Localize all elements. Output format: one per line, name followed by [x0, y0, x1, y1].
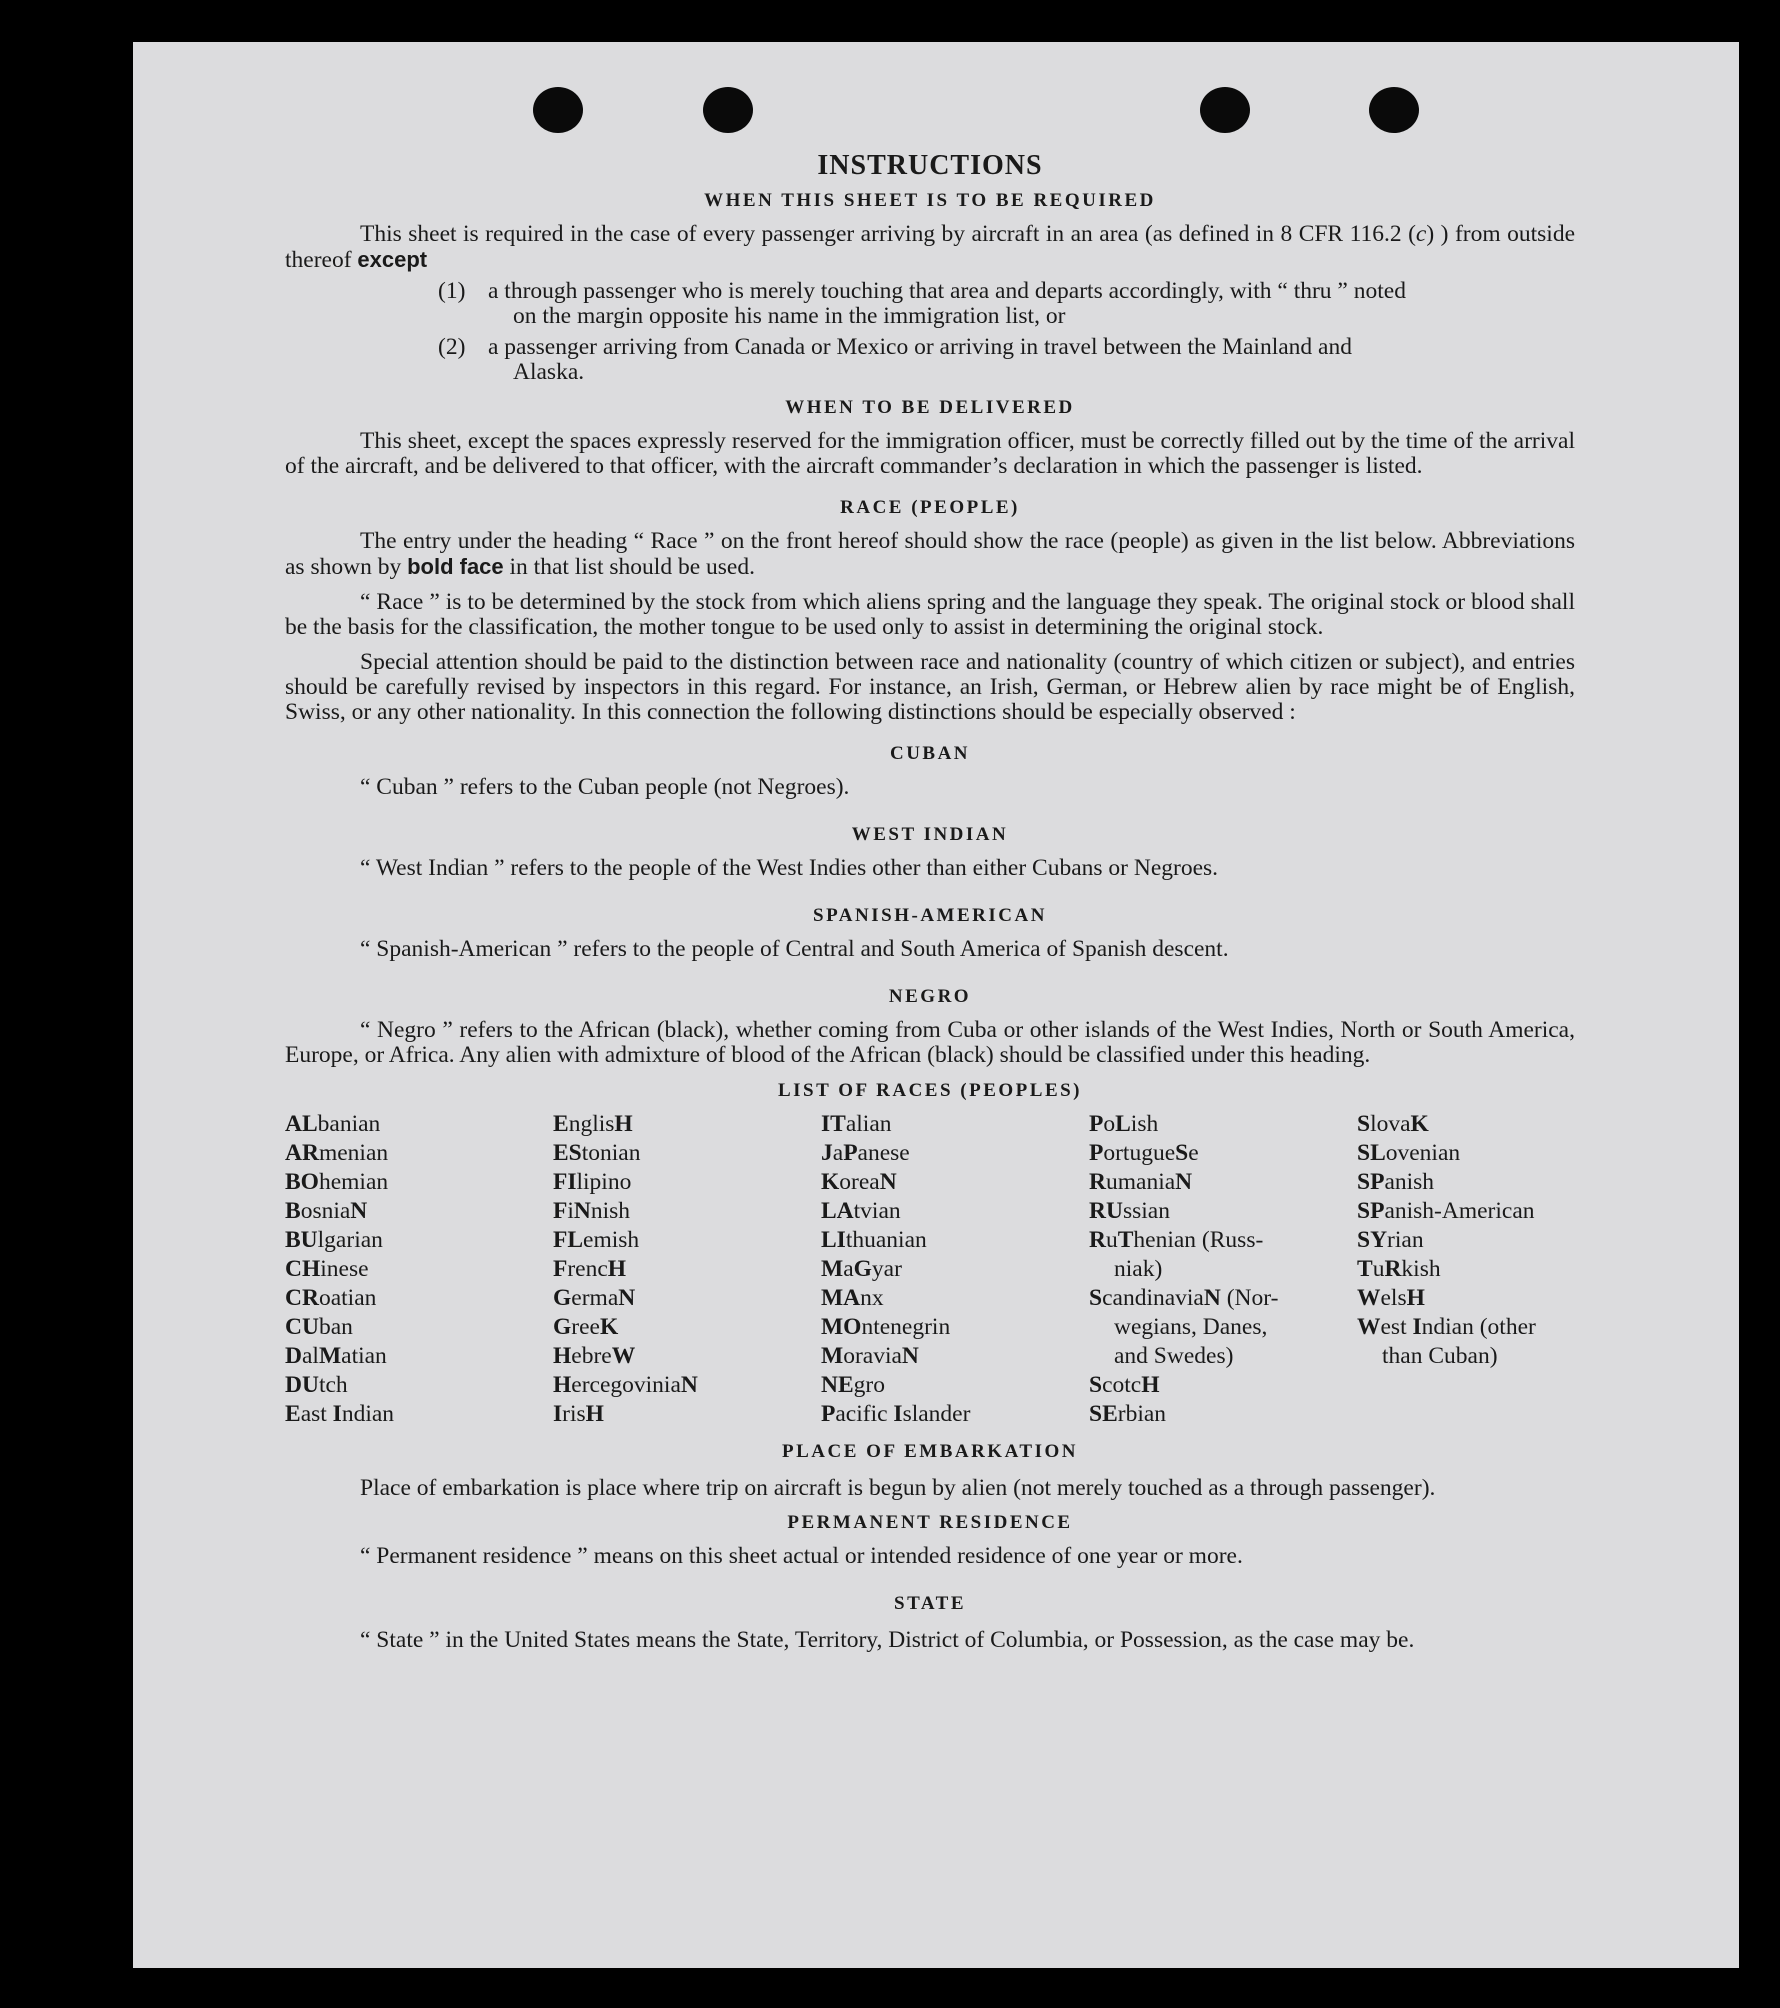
- race-entry: ScotcH: [1089, 1372, 1160, 1398]
- race-entry: CRoatian: [285, 1285, 377, 1311]
- punch-hole: [533, 87, 583, 133]
- paragraph-negro: “ Negro ” refers to the African (black), whether coming from Cuba or other islands of the West Indies, North or South America, Europe, or Africa. Any alien with admixture of blood of the African (black) should be classified under this heading.: [285, 1017, 1575, 1068]
- race-entry: CUban: [285, 1314, 353, 1340]
- race-entry: RuThenian (Russ-: [1089, 1227, 1264, 1253]
- heading-cuban: CUBAN: [889, 743, 971, 764]
- race-entry: FLemish: [553, 1227, 640, 1253]
- paragraph-when-delivered: This sheet, except the spaces expressly reserved for the immigration officer, must be correctly filled out by the time of the arrival of the aircraft, and be delivered to that officer, with the aircraft commander’s declaration in which the passenger is listed.: [285, 428, 1575, 479]
- heading-spanish-american: SPANISH-AMERICAN: [813, 905, 1047, 926]
- heading-state: STATE: [894, 1593, 966, 1614]
- race-entry: FIlipino: [553, 1169, 632, 1195]
- paragraph-race-1: The entry under the heading “ Race ” on the front hereof should show the race (people) as given in the list below. Abbreviations as shown by bold face in that list should be used.: [285, 528, 1575, 580]
- race-entry: FrencH: [553, 1256, 627, 1282]
- race-entry: BOhemian: [285, 1169, 389, 1195]
- race-entry: RumaniaN: [1089, 1169, 1193, 1195]
- race-entry: SYrian: [1357, 1227, 1424, 1253]
- race-entry: MOntenegrin: [821, 1314, 951, 1340]
- race-entry: ALbanian: [285, 1111, 381, 1137]
- race-entry: MAnx: [821, 1285, 884, 1311]
- race-entry: GreeK: [553, 1314, 619, 1340]
- race-entry: niak): [1114, 1256, 1163, 1282]
- heading-negro: NEGRO: [888, 986, 972, 1007]
- race-entry: JaPanese: [821, 1140, 910, 1166]
- heading-race: RACE (PEOPLE): [840, 497, 1020, 518]
- paragraph-west-indian: “ West Indian ” refers to the people of the West Indies other than either Cubans or Negroes.: [360, 855, 1219, 881]
- race-entry: PoLish: [1089, 1111, 1159, 1137]
- punch-hole: [1200, 87, 1250, 133]
- race-entry: FiNnish: [553, 1198, 631, 1224]
- race-entry: SlovaK: [1357, 1111, 1429, 1137]
- races-column: [1089, 1110, 1357, 1429]
- race-entry: than Cuban): [1382, 1343, 1498, 1369]
- instructions-content: [285, 150, 1575, 1656]
- race-entry: LIthuanian: [821, 1227, 927, 1253]
- punch-hole: [1369, 87, 1419, 133]
- heading-when-delivered: WHEN TO BE DELIVERED: [785, 397, 1075, 418]
- races-column: [1357, 1110, 1577, 1429]
- paragraph-when-required: This sheet is required in the case of every passenger arriving by aircraft in an area (as defined in 8 CFR 116.2 (c) ) from outside thereof except: [285, 221, 1576, 273]
- paragraph-state: “ State ” in the United States means the State, Territory, District of Columbia, or Possession, as the case may be.: [360, 1627, 1415, 1653]
- race-entry: HebreW: [553, 1343, 636, 1369]
- race-entry: GermaN: [553, 1285, 636, 1311]
- race-entry: NEgro: [821, 1372, 885, 1398]
- paragraph-race-2: “ Race ” is to be determined by the stock from which aliens spring and the language they speak. The original stock or blood shall be the basis for the classification, the mother tongue to be used only to assist in determining the original stock.: [285, 589, 1575, 640]
- heading-embarkation: PLACE OF EMBARKATION: [782, 1441, 1078, 1462]
- race-entry: SLovenian: [1357, 1140, 1461, 1166]
- races-column: [285, 1110, 553, 1429]
- race-entry: MaGyar: [821, 1256, 902, 1282]
- paragraph-race-3: Special attention should be paid to the distinction between race and nationality (country of which citizen or subject), and entries should be carefully revised by inspectors in this regard. For instance, an Irish, German, or Hebrew alien by race might be of English, Swiss, or any other nationality. In this connection the following distinctions should be especially observed :: [285, 649, 1575, 725]
- race-entry: KoreaN: [821, 1169, 897, 1195]
- race-entry: PortugueSe: [1089, 1140, 1199, 1166]
- race-entry: WelsH: [1357, 1285, 1425, 1311]
- race-entry: DalMatian: [285, 1343, 387, 1369]
- heading-list-of-races: LIST OF RACES (PEOPLES): [777, 1080, 1083, 1101]
- paragraph-embarkation: Place of embarkation is place where trip on aircraft is begun by alien (not merely touched as a through passenger).: [360, 1475, 1436, 1501]
- race-entry: SPanish-American: [1357, 1198, 1535, 1224]
- exception-item-1: (1) a through passenger who is merely touching that area and departs accordingly, with “ thru ” noted on the margin opposite his name in the immigration list, or: [438, 278, 1406, 329]
- paragraph-cuban: “ Cuban ” refers to the Cuban people (not Negroes).: [360, 774, 850, 800]
- race-entry: and Swedes): [1114, 1343, 1234, 1369]
- race-entry: DUtch: [285, 1372, 348, 1398]
- race-entry: RUssian: [1089, 1198, 1170, 1224]
- race-entry: CHinese: [285, 1256, 369, 1282]
- race-entry: EStonian: [553, 1140, 641, 1166]
- race-entry: SErbian: [1089, 1401, 1167, 1427]
- race-entry: Pacific Islander: [821, 1401, 971, 1427]
- race-entry: HercegoviniaN: [553, 1372, 698, 1398]
- race-entry: West Indian (other: [1357, 1314, 1536, 1340]
- race-entry: East Indian: [285, 1401, 395, 1427]
- heading-west-indian: WEST INDIAN: [851, 824, 1009, 845]
- race-entry: BosniaN: [285, 1198, 368, 1224]
- race-entry: IrisH: [553, 1401, 604, 1427]
- race-entry: SPanish: [1357, 1169, 1435, 1195]
- race-entry: TuRkish: [1357, 1256, 1441, 1282]
- page-title: INSTRUCTIONS: [817, 150, 1043, 181]
- heading-permanent-residence: PERMANENT RESIDENCE: [787, 1512, 1073, 1533]
- race-entry: ARmenian: [285, 1140, 389, 1166]
- heading-when-required: WHEN THIS SHEET IS TO BE REQUIRED: [704, 190, 1156, 211]
- race-entry: BUlgarian: [285, 1227, 383, 1253]
- punch-hole: [703, 87, 753, 133]
- race-entry: wegians, Danes,: [1114, 1314, 1268, 1340]
- race-entry: ScandinaviaN (Nor-: [1089, 1285, 1279, 1311]
- race-entry: ITalian: [821, 1111, 892, 1137]
- exception-item-2: (2) a passenger arriving from Canada or Mexico or arriving in travel between the Mainland and Alaska.: [438, 334, 1352, 385]
- race-entry: MoraviaN: [821, 1343, 919, 1369]
- races-list: [285, 1110, 1575, 1429]
- race-entry: LAtvian: [821, 1198, 901, 1224]
- paragraph-spanish-american: “ Spanish-American ” refers to the people of Central and South America of Spanish descent.: [360, 936, 1229, 962]
- paragraph-permanent-residence: “ Permanent residence ” means on this sheet actual or intended residence of one year or more.: [360, 1543, 1243, 1569]
- races-column: [821, 1110, 1089, 1429]
- document-sheet: [133, 42, 1739, 1968]
- race-entry: EnglisH: [553, 1111, 633, 1137]
- races-column: [553, 1110, 821, 1429]
